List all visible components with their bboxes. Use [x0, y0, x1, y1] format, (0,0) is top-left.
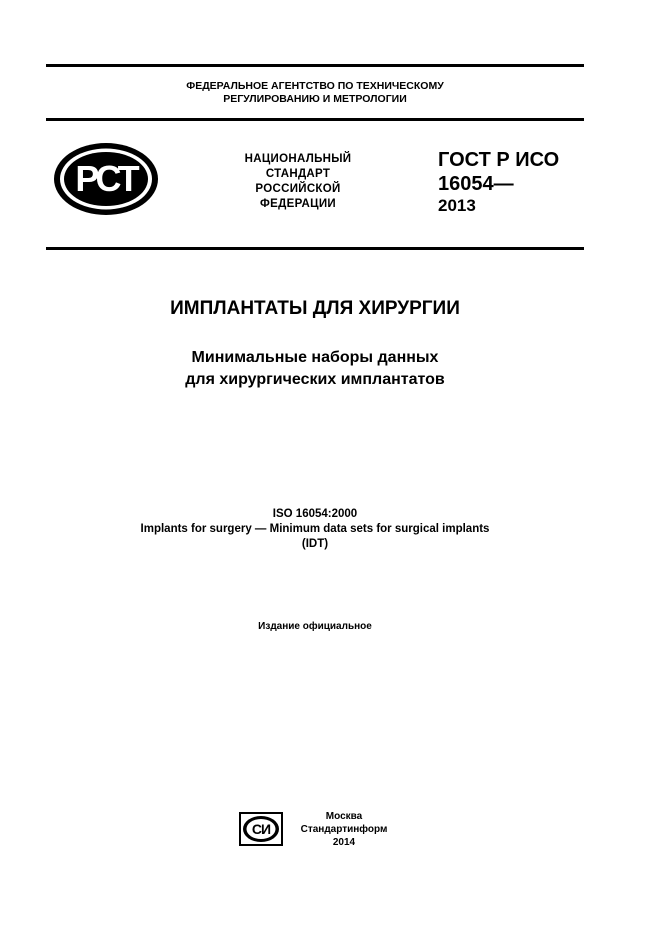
standard-year: 2013: [438, 196, 476, 215]
top-rule: [46, 64, 584, 67]
publisher-name: Стандартинформ: [300, 824, 388, 835]
publisher-city: Москва: [325, 811, 363, 822]
iso-designation: (IDT): [301, 538, 329, 550]
svg-text:РСТ: РСТ: [75, 158, 137, 199]
publisher-year: 2014: [332, 837, 356, 848]
standard-code: [438, 148, 559, 216]
edition-label: Издание официальное: [258, 621, 372, 632]
standard-code-line-2: 16054—: [438, 173, 514, 195]
agency-line-1: ФЕДЕРАЛЬНОЕ АГЕНТСТВО ПО ТЕХНИЧЕСКОМУ: [186, 80, 444, 92]
agency-name: [46, 80, 584, 106]
iso-english-title: Implants for surgery — Minimum data sets for surgical implants: [140, 523, 490, 535]
gost-r-logo-icon: [52, 141, 160, 217]
standartinform-logo-icon: [239, 812, 283, 846]
header-rule-bottom: [46, 247, 584, 250]
subtitle-line-2: для хирургических имплантатов: [185, 371, 445, 388]
document-subtitle: [46, 347, 584, 391]
document-title: ИМПЛАНТАТЫ ДЛЯ ХИРУРГИИ: [170, 298, 460, 319]
national-standard-line-4: ФЕДЕРАЦИИ: [260, 198, 336, 210]
subtitle-line-1: Минимальные наборы данных: [191, 349, 439, 366]
publisher-block: [296, 810, 392, 849]
agency-line-2: РЕГУЛИРОВАНИЮ И МЕТРОЛОГИИ: [223, 93, 407, 105]
header-rule-top: [46, 118, 584, 121]
iso-reference: [46, 507, 584, 552]
national-standard-line-2: СТАНДАРТ: [265, 168, 331, 180]
national-standard-label: [222, 152, 374, 212]
national-standard-line-1: НАЦИОНАЛЬНЫЙ: [244, 153, 352, 165]
national-standard-line-3: РОССИЙСКОЙ: [255, 183, 341, 195]
svg-text:СИ: СИ: [251, 821, 271, 837]
iso-number: ISO 16054:2000: [272, 508, 358, 520]
standard-code-line-1: ГОСТ Р ИСО: [438, 149, 560, 171]
